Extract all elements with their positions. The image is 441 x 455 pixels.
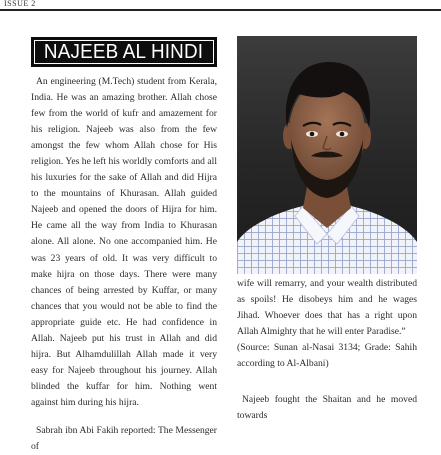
- body-paragraph: Sabrah ibn Abi Fakih reported: The Messenger of: [31, 424, 217, 453]
- portrait-photo: [237, 36, 417, 274]
- top-rule: [0, 9, 441, 11]
- article-title-box: [31, 37, 217, 67]
- portrait-illustration: [237, 36, 417, 274]
- body-paragraph: Najeeb fought the Shaitan and he moved towards: [237, 394, 417, 421]
- body-paragraph: An engineering (M.Tech) student from Kerala, India. He was an amazing brother. Allah chose few from the world of kufr and amazement for his religion. Najeeb was also from the few amongst the few whom Allah chose for His religion. Yes he left his worldly comforts and all his luxuries for the sake of Allah and did Hijra to the mountains of Khurasan. Allah guided Najeeb and opened the doors of Hijra for him. He came all the way from India to Khurasan alone. All alone. No one accompanied him. He was 23 years of old. It was very difficult to make hijra on those days. There were many chances of being arrested by Kuffar, or many chances that you would not be able to find the appropriate guide etc. He had confidence in Allah. Najeeb put his trust in Allah and did hijra. But Alhamdulillah Allah made it very easy for Najeeb throughout his journey. Allah blinded the kuffar for him. Nothing went against him during his hijra.: [31, 76, 217, 408]
- article-title: NAJEEB AL HINDI: [44, 40, 204, 63]
- source-citation: (Source: Sunan al-Nasai 3134; Grade: Sahih according to Al-Albani): [237, 342, 417, 369]
- issue-label: ISSUE 2: [4, 0, 36, 8]
- left-column: [31, 74, 217, 455]
- right-column: [237, 276, 417, 424]
- body-paragraph: wife will remarry, and your wealth distributed as spoils! He disobeys him and he wages Jihad. Whoever does that has a right upon Allah Almighty that he will enter Paradise.”: [237, 278, 417, 337]
